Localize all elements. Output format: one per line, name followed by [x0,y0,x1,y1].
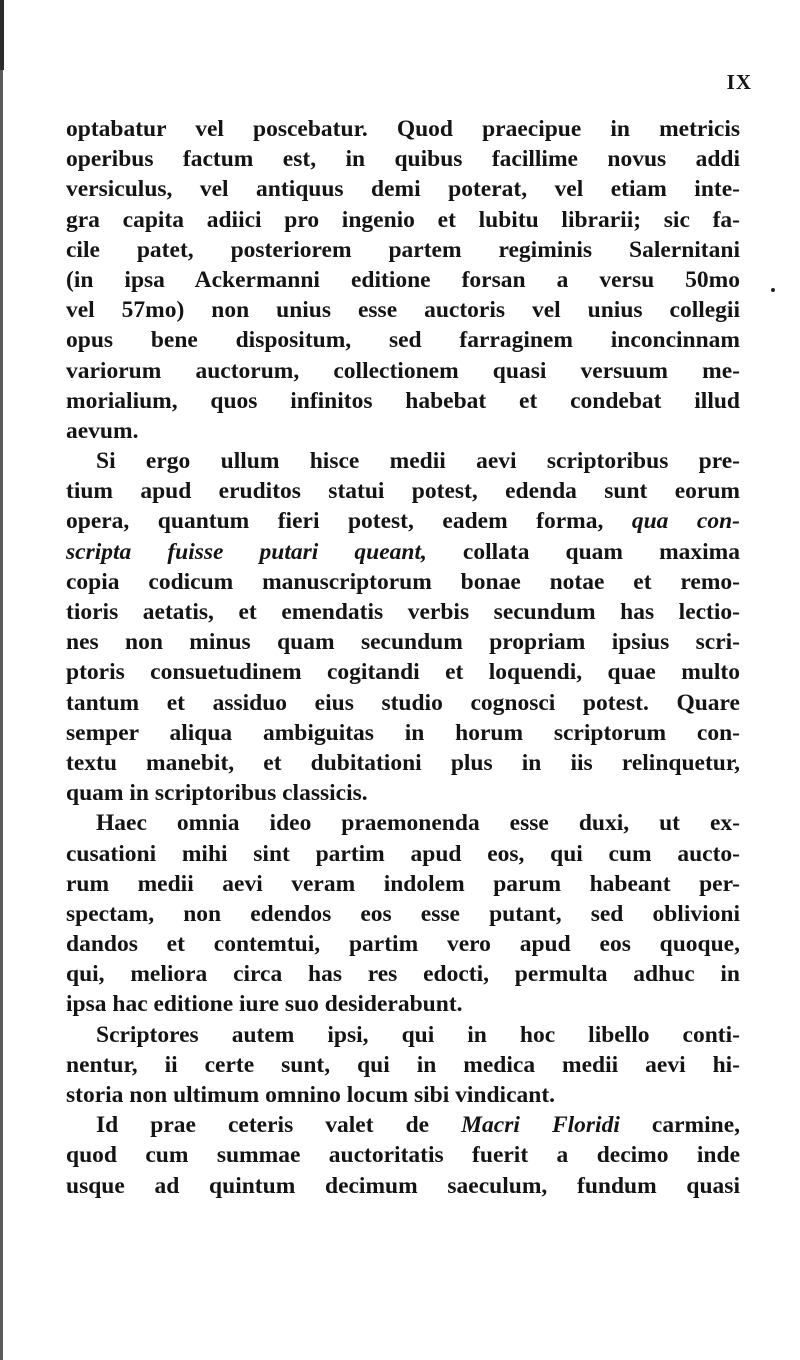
text-segment: aevum. [66,417,139,444]
text-line [66,476,740,506]
text-segment: ptoris consuetudinem cogitandi et loquendi, quae multo [66,659,740,686]
text-segment: variorum auctorum, collectionem quasi versuum me- [66,357,740,384]
text-segment: quam in scriptoribus classicis. [66,780,368,807]
text-segment: dandos et contemtui, partim vero apud eos quoque, [66,931,740,958]
text-line [66,1080,740,1110]
italic-text-segment: scripta fuisse putari queant, [66,538,427,565]
text-line [66,144,740,174]
body-text [66,114,740,1201]
text-line [66,506,740,536]
margin-dot-mark [771,288,775,292]
text-segment: semper aliqua ambiguitas in horum scriptorum con- [66,719,740,746]
text-line [66,295,740,325]
text-line [66,748,740,778]
italic-text-segment: Macri Floridi [461,1112,620,1139]
page-gutter-shadow [0,0,3,1360]
text-segment: ipsa hac editione iure suo desiderabunt. [66,991,463,1018]
text-line [66,265,740,295]
text-line [66,597,740,627]
text-segment: Scriptores autem ipsi, qui in hoc libello conti- [96,1021,740,1048]
text-segment: storia non ultimum omnino locum sibi vindicant. [66,1082,556,1108]
italic-text-segment: qua con- [631,508,740,535]
text-segment: carmine, [619,1112,740,1139]
text-segment: morialium, quos infinitos habebat et condebat illud [66,387,740,414]
text-line [66,356,740,386]
text-segment: gra capita adiici pro ingenio et lubitu librarii; sic fa- [66,206,740,233]
text-line [66,929,740,959]
text-line [66,235,740,265]
page-number: IX [726,70,752,94]
text-segment: opera, quantum fieri potest, eadem forma, [66,508,632,535]
text-segment: operibus factum est, in quibus facillime novus addi [66,146,740,173]
text-line [66,1171,740,1201]
text-line [66,205,740,235]
text-segment: Id prae ceteris valet de [96,1112,462,1139]
text-line [66,899,740,929]
text-line [66,114,740,144]
text-segment: quod cum summae auctoritatis fuerit a decimo inde [66,1142,740,1169]
text-line [66,386,740,416]
text-line [66,325,740,355]
text-line [66,1110,740,1140]
text-segment: tantum et assiduo eius studio cognosci potest. Quare [66,689,740,716]
text-line [66,416,740,446]
text-line [66,959,740,989]
text-segment: opus bene dispositum, sed farraginem inconcinnam [66,327,740,354]
text-segment: versiculus, vel antiquus demi poterat, vel etiam inte- [66,176,740,203]
text-segment: copia codicum manuscriptorum bonae notae et remo- [66,568,740,595]
text-segment: tioris aetatis, et emendatis verbis secundum has lectio- [66,599,740,625]
text-segment: Haec omnia ideo praemonenda esse duxi, ut ex- [96,810,740,837]
text-segment: spectam, non edendos eos esse putant, sed oblivioni [66,900,740,927]
text-line [66,627,740,657]
text-line [66,567,740,597]
text-segment: optabatur vel poscebatur. Quod praecipue in metricis [66,116,740,142]
text-line [66,778,740,808]
text-line [66,688,740,718]
text-line [66,718,740,748]
text-segment: cusationi mihi sint partim apud eos, qui cum aucto- [66,840,740,867]
text-segment: vel 57mo) non unius esse auctoris vel unius collegii [66,297,740,324]
text-line [66,174,740,204]
text-line [66,1020,740,1050]
text-segment: rum medii aevi veram indolem parum habeant per- [66,870,740,897]
text-line [66,808,740,838]
page-gutter-shadow-top [0,0,4,70]
text-line [66,869,740,899]
text-segment: collata quam maxima [426,538,740,565]
text-line [66,989,740,1019]
text-line [66,1140,740,1170]
text-segment: cile patet, posteriorem partem regiminis Salernitani [66,236,740,263]
text-line [66,1050,740,1080]
text-line [66,446,740,476]
text-line [66,839,740,869]
text-segment: qui, meliora circa has res edocti, permulta adhuc in [66,961,740,988]
text-segment: (in ipsa Ackermanni editione forsan a versu 50mo [66,266,740,293]
text-line [66,537,740,567]
text-segment: Si ergo ullum hisce medii aevi scriptoribus pre- [96,448,740,475]
text-segment: usque ad quintum decimum saeculum, fundum quasi [66,1172,740,1199]
text-segment: nentur, ii certe sunt, qui in medica medii aevi hi- [66,1051,740,1078]
text-segment: tium apud eruditos statui potest, edenda sunt eorum [66,478,740,505]
text-segment: nes non minus quam secundum propriam ipsius scri- [66,629,740,656]
text-segment: textu manebit, et dubitationi plus in iis relinquetur, [66,749,740,776]
text-line [66,657,740,687]
